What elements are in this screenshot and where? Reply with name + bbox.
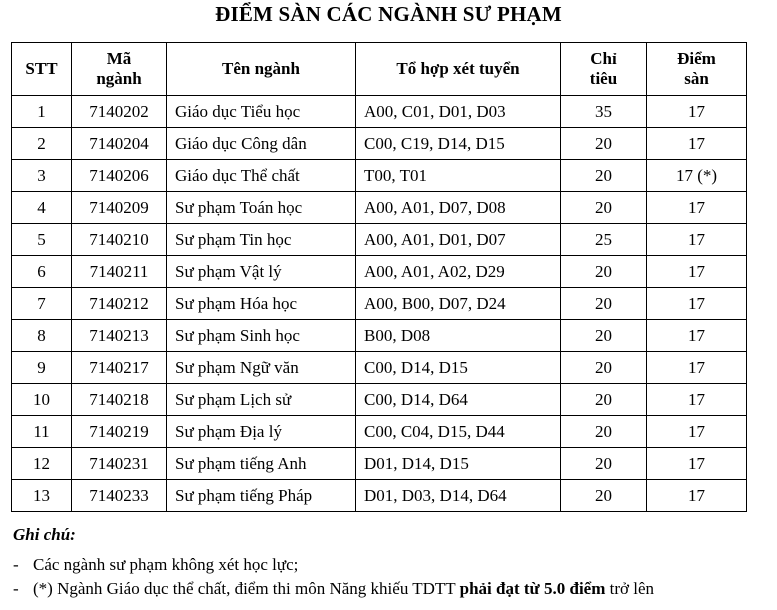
cell-code: 7140209	[72, 192, 167, 224]
cell-quota: 35	[561, 96, 647, 128]
notes-heading: Ghi chú:	[13, 525, 76, 544]
cell-quota: 20	[561, 384, 647, 416]
header-score-line1: Điểm	[677, 49, 716, 68]
table-row	[12, 192, 747, 224]
cell-name: Sư phạm tiếng Anh	[167, 448, 356, 480]
header-quota	[561, 43, 647, 96]
table-row	[12, 320, 747, 352]
cell-combo: A00, A01, D07, D08	[356, 192, 561, 224]
table-row	[12, 480, 747, 512]
cell-name: Giáo dục Công dân	[167, 128, 356, 160]
header-code	[72, 43, 167, 96]
table-row	[12, 256, 747, 288]
cell-combo: C00, D14, D64	[356, 384, 561, 416]
header-score-line2: sàn	[684, 69, 709, 88]
cell-combo: C00, D14, D15	[356, 352, 561, 384]
cell-code: 7140202	[72, 96, 167, 128]
cell-combo: A00, C01, D01, D03	[356, 96, 561, 128]
table-row	[12, 384, 747, 416]
cell-score: 17	[647, 448, 747, 480]
cell-name: Sư phạm Toán học	[167, 192, 356, 224]
cell-score: 17	[647, 288, 747, 320]
note-text-2-pre: (*) Ngành Giáo dục thể chất, điểm thi môn Năng khiếu TDTT	[33, 579, 460, 598]
cell-combo: B00, D08	[356, 320, 561, 352]
note-line-2	[13, 577, 654, 601]
cell-name: Giáo dục Thể chất	[167, 160, 356, 192]
cell-name: Sư phạm Vật lý	[167, 256, 356, 288]
table-row	[12, 448, 747, 480]
table-row	[12, 416, 747, 448]
header-quota-line2: tiêu	[589, 69, 618, 88]
cell-code: 7140233	[72, 480, 167, 512]
cell-combo: C00, C19, D14, D15	[356, 128, 561, 160]
cell-quota: 20	[561, 352, 647, 384]
cell-code: 7140212	[72, 288, 167, 320]
cell-score: 17	[647, 96, 747, 128]
cell-stt: 3	[12, 160, 72, 192]
table-row	[12, 288, 747, 320]
cell-score: 17	[647, 352, 747, 384]
cell-combo: C00, C04, D15, D44	[356, 416, 561, 448]
header-name: Tên ngành	[167, 43, 356, 96]
note-dash: -	[13, 555, 19, 574]
header-combo: Tổ hợp xét tuyển	[356, 43, 561, 96]
cell-name: Sư phạm Địa lý	[167, 416, 356, 448]
cell-code: 7140218	[72, 384, 167, 416]
cell-combo: A00, A01, A02, D29	[356, 256, 561, 288]
cell-code: 7140204	[72, 128, 167, 160]
cell-code: 7140206	[72, 160, 167, 192]
cell-name: Sư phạm Lịch sử	[167, 384, 356, 416]
cell-name: Sư phạm tiếng Pháp	[167, 480, 356, 512]
table-row	[12, 352, 747, 384]
cell-code: 7140219	[72, 416, 167, 448]
cell-combo: A00, B00, D07, D24	[356, 288, 561, 320]
note-dash: -	[13, 579, 19, 598]
cell-stt: 7	[12, 288, 72, 320]
note-text-1: Các ngành sư phạm không xét học lực;	[33, 555, 299, 574]
cell-stt: 12	[12, 448, 72, 480]
cell-score: 17	[647, 128, 747, 160]
cell-combo: A00, A01, D01, D07	[356, 224, 561, 256]
cell-stt: 10	[12, 384, 72, 416]
table-row	[12, 224, 747, 256]
cell-code: 7140211	[72, 256, 167, 288]
cell-name: Sư phạm Tin học	[167, 224, 356, 256]
cell-stt: 4	[12, 192, 72, 224]
header-quota-line1: Chỉ	[590, 49, 617, 68]
table-row	[12, 160, 747, 192]
note-line-1	[13, 553, 654, 577]
note-text-2-bold: phải đạt từ 5.0 điểm	[459, 579, 606, 598]
table-header-row	[12, 43, 747, 96]
header-code-line1: Mã	[106, 49, 132, 68]
cell-quota: 20	[561, 416, 647, 448]
cell-code: 7140231	[72, 448, 167, 480]
page-title: ĐIỂM SÀN CÁC NGÀNH SƯ PHẠM	[215, 2, 562, 26]
cell-score: 17	[647, 416, 747, 448]
cell-code: 7140210	[72, 224, 167, 256]
cell-stt: 1	[12, 96, 72, 128]
cell-code: 7140217	[72, 352, 167, 384]
cell-name: Giáo dục Tiểu học	[167, 96, 356, 128]
cell-score: 17	[647, 320, 747, 352]
cell-name: Sư phạm Ngữ văn	[167, 352, 356, 384]
cell-score: 17	[647, 192, 747, 224]
cell-quota: 25	[561, 224, 647, 256]
notes-section	[13, 525, 654, 601]
cell-name: Sư phạm Hóa học	[167, 288, 356, 320]
cell-stt: 2	[12, 128, 72, 160]
cell-stt: 13	[12, 480, 72, 512]
cell-score: 17	[647, 224, 747, 256]
cell-combo: T00, T01	[356, 160, 561, 192]
cell-combo: D01, D14, D15	[356, 448, 561, 480]
note-text-2-post: trở lên	[605, 579, 655, 598]
cell-quota: 20	[561, 192, 647, 224]
cell-score: 17 (*)	[647, 160, 747, 192]
cell-stt: 11	[12, 416, 72, 448]
cell-quota: 20	[561, 448, 647, 480]
cell-score: 17	[647, 384, 747, 416]
cell-stt: 5	[12, 224, 72, 256]
admission-table	[11, 42, 747, 512]
cell-stt: 6	[12, 256, 72, 288]
header-code-line2: ngành	[96, 69, 142, 88]
cell-quota: 20	[561, 480, 647, 512]
header-score	[647, 43, 747, 96]
cell-quota: 20	[561, 288, 647, 320]
cell-quota: 20	[561, 320, 647, 352]
cell-score: 17	[647, 256, 747, 288]
cell-quota: 20	[561, 256, 647, 288]
cell-quota: 20	[561, 128, 647, 160]
cell-stt: 8	[12, 320, 72, 352]
cell-stt: 9	[12, 352, 72, 384]
cell-combo: D01, D03, D14, D64	[356, 480, 561, 512]
cell-name: Sư phạm Sinh học	[167, 320, 356, 352]
header-stt: STT	[12, 43, 72, 96]
cell-code: 7140213	[72, 320, 167, 352]
cell-quota: 20	[561, 160, 647, 192]
table-row	[12, 96, 747, 128]
cell-score: 17	[647, 480, 747, 512]
table-row	[12, 128, 747, 160]
